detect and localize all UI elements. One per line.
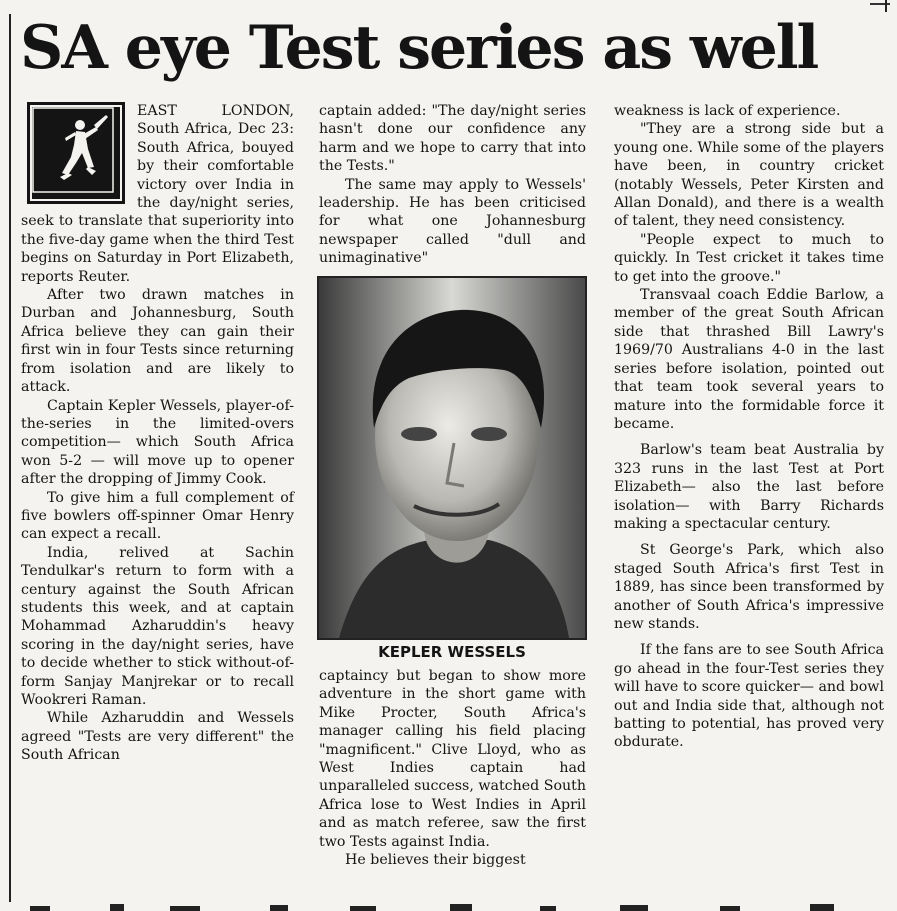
body-paragraph: He believes their biggest	[345, 852, 526, 869]
body-paragraph: captaincy but began to show more adventure in the short game with Mike Procter, South Africa's manager calling his field placing "magnificent." Clive Lloyd, who as West Indies captain had unparalleled success, watched South Africa lose to West Indies in April and as match referee, saw the first two Tests against India.	[319, 668, 586, 850]
body-paragraph: After two drawn matches in Durban and Johannesburg, South Africa believe they can gain their first win in four Tests since returning from isolation and are likely to attack.	[21, 287, 294, 396]
body-paragraph: captain added: "The day/night series hasn't done our confidence any harm and we hope to carry that into the Tests."	[319, 103, 586, 175]
lead-paragraph-text: South Africa, bouyed by their comfortable victory over India in the day/night series, seek to translate that superiority into the five-day game when the third Test begins on Saturday in Port Elizabeth, reports Reuter.	[21, 139, 294, 285]
body-paragraph: The same may apply to Wessels' leadership. He has been criticised for what one Johannesburg newspaper called "dull and unimaginative"	[319, 176, 586, 267]
body-paragraph: Captain Kepler Wessels, player-of-the-series in the limited-overs competition— which South Africa won 5-2 — will move up to opener after the dropping of Jimmy Cook.	[21, 397, 294, 488]
body-paragraph: "They are a strong side but a young one. While some of the players have been, in country cricket (notably Wessels, Peter Kirsten and Allan Donald), and there is a wealth of talent, they need consistency.	[614, 121, 884, 230]
article-column-1	[21, 102, 294, 765]
column-rule-right	[885, 0, 887, 12]
headline: SA eye Test series as well	[20, 13, 818, 83]
portrait-photo-icon	[317, 276, 587, 640]
body-paragraph: If the fans are to see South Africa go ahead in the four-Test series they will have to score quicker— and bowl out and India side that, although not batting to potential, has proved very obdurate.	[614, 642, 884, 751]
dateline: EAST LONDON, South Africa, Dec 23:	[137, 103, 294, 138]
body-paragraph: "People expect to much to quickly. In Test cricket it takes time to get into the groove."	[614, 231, 884, 285]
column-rule-left	[9, 14, 11, 902]
body-paragraph: While Azharuddin and Wessels agreed "Tests are very different" the South African	[21, 710, 294, 764]
article-column-3	[614, 102, 884, 752]
body-paragraph: Barlow's team beat Australia by 323 runs in the last Test at Port Elizabeth— also the last before isolation— with Barry Richards making a spectacular century.	[614, 442, 884, 532]
article-column-2-bottom	[319, 667, 586, 869]
top-corner-rule	[870, 3, 890, 5]
body-paragraph: To give him a full complement of five bowlers off-spinner Omar Henry can expect a recall.	[21, 489, 294, 543]
article-column-2-top	[319, 102, 586, 268]
body-paragraph: India, relived at Sachin Tendulkar's return to form with a century against the South African students this week, and at captain Mohammad Azharuddin's heavy scoring in the day/night series, have to decide whether to stick without-of-form Sanjay Manjrekar or to recall Wookreri Raman.	[21, 544, 294, 708]
body-paragraph: weakness is lack of experience.	[614, 103, 841, 119]
cricket-batsman-icon	[27, 102, 125, 204]
cropped-next-headline	[20, 900, 885, 911]
body-paragraph: St George's Park, which also staged South Africa's first Test in 1889, has since been transformed by another of South Africa's impressive new stands.	[614, 542, 884, 632]
photo-caption: KEPLER WESSELS	[378, 643, 526, 661]
body-paragraph: Transvaal coach Eddie Barlow, a member of the great South African side that thrashed Bill Lawry's 1969/70 Australians 4-0 in the last series before isolation, pointed out that team took several years to mature into the formidable force it became.	[614, 287, 884, 432]
